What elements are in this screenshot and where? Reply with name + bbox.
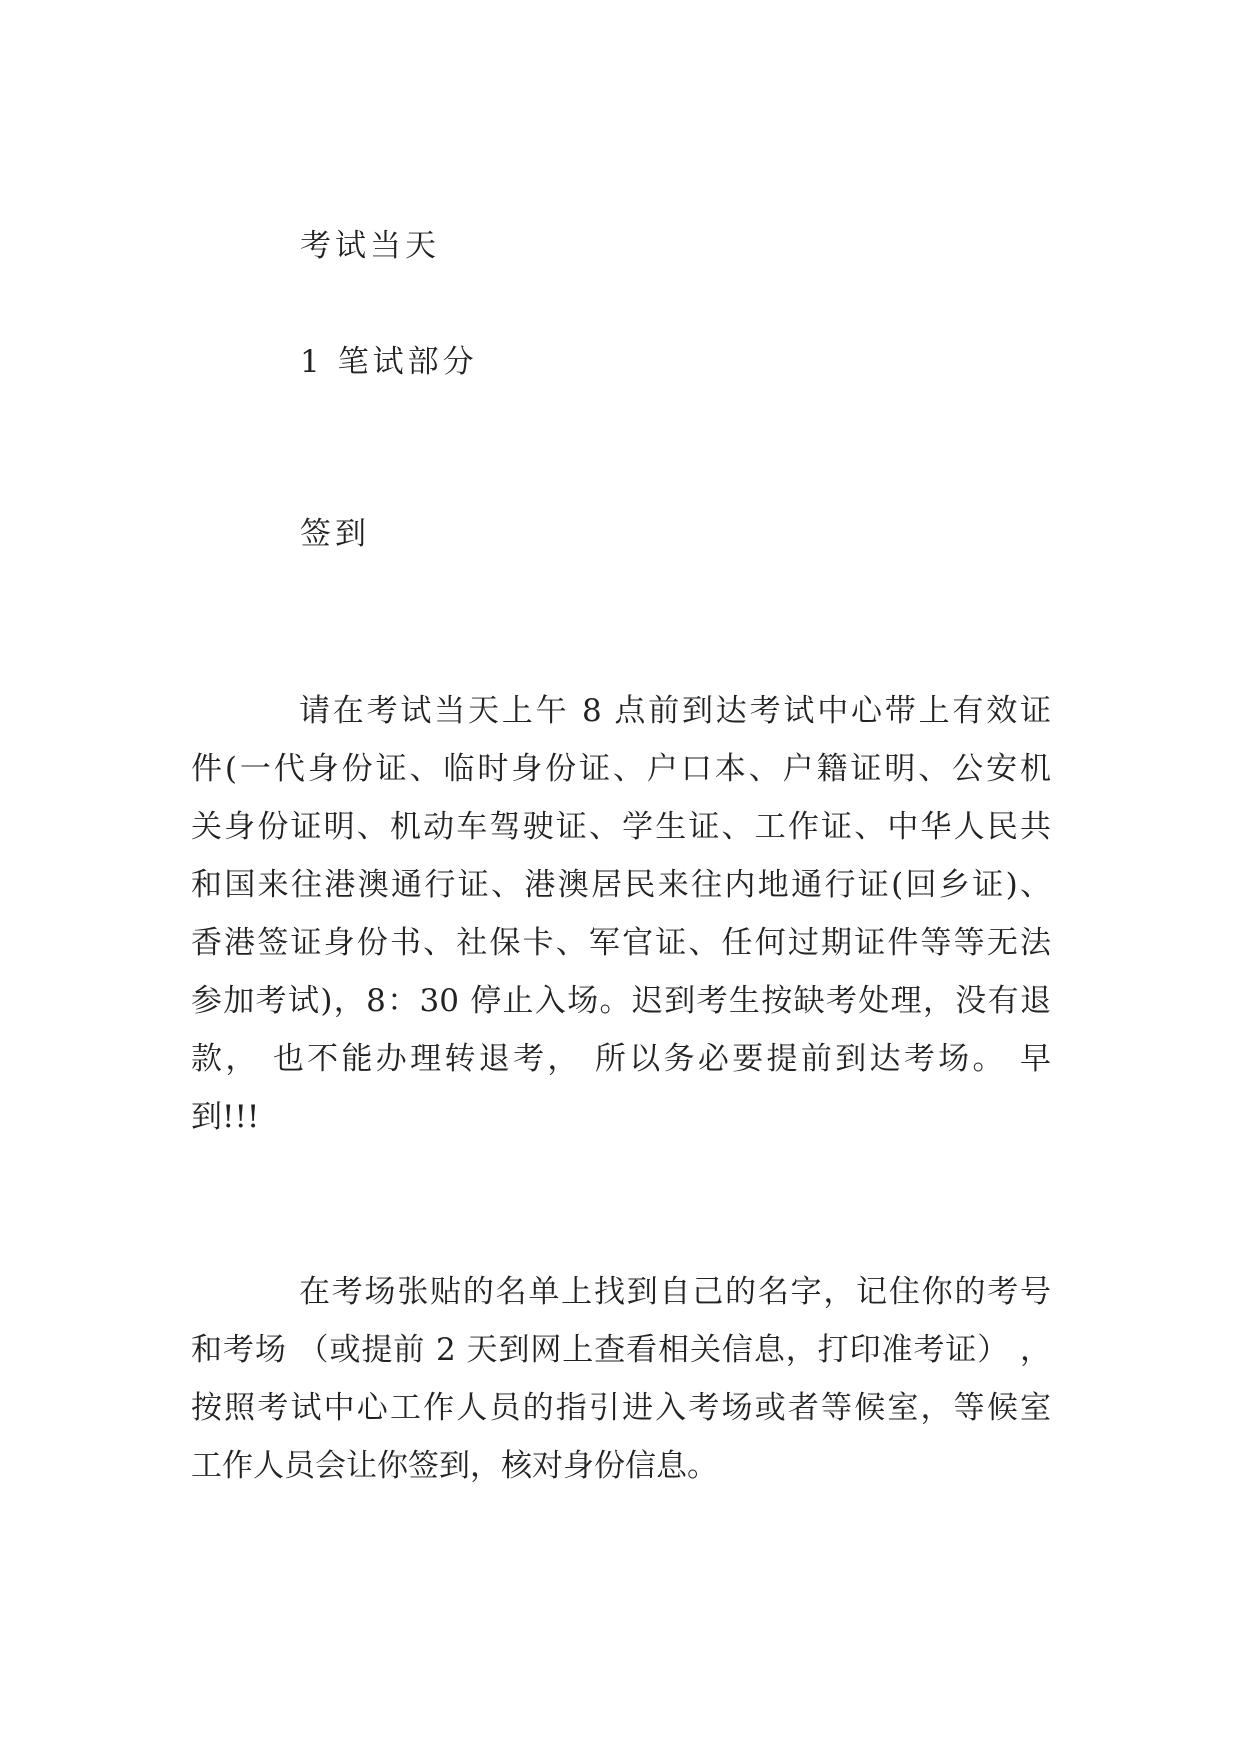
paragraph-line: 到!!! xyxy=(191,1099,260,1135)
paragraph-line: 香港签证身份书、社保卡、军官证、任何过期证件等等无法 xyxy=(191,925,1051,961)
heading-sign-in: 签到 xyxy=(300,516,370,552)
paragraph-line: 和考场 （或提前 2 天到网上查看相关信息，打印准考证） ， xyxy=(191,1332,1051,1368)
paragraph-find-name-instructions xyxy=(191,1263,1051,1495)
paragraph-arrival-instructions xyxy=(191,682,1051,1146)
heading-written-part: 1 笔试部分 xyxy=(300,344,478,380)
paragraph-line: 在考场张贴的名单上找到自己的名字，记住你的考号 xyxy=(299,1274,1051,1310)
paragraph-line: 工作人员会让你签到，核对身份信息。 xyxy=(191,1448,718,1484)
paragraph-line: 按照考试中心工作人员的指引进入考场或者等候室，等候室 xyxy=(191,1390,1051,1426)
paragraph-line: 关身份证明、机动车驾驶证、学生证、工作证、中华人民共 xyxy=(191,809,1051,845)
paragraph-line: 件(一代身份证、临时身份证、户口本、户籍证明、公安机 xyxy=(191,751,1051,787)
heading-exam-day: 考试当天 xyxy=(300,228,440,264)
paragraph-line: 请在考试当天上午 8 点前到达考试中心带上有效证 xyxy=(299,693,1051,729)
paragraph-line: 款， 也不能办理转退考， 所以务必要提前到达考场。 早 xyxy=(191,1041,1051,1077)
paragraph-line: 和国来往港澳通行证、港澳居民来往内地通行证(回乡证)、 xyxy=(191,867,1051,903)
paragraph-line: 参加考试)，8：30 停止入场。迟到考生按缺考处理，没有退 xyxy=(191,983,1051,1019)
